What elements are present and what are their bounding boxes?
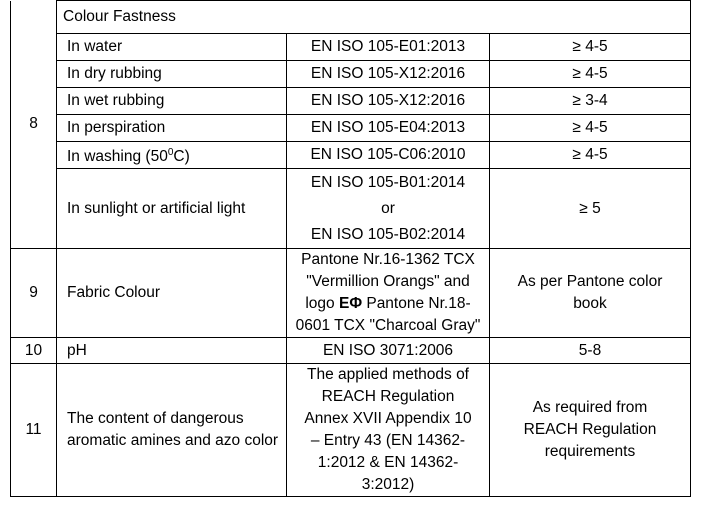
property-cell: In water [57, 34, 287, 61]
table-row [11, 1, 691, 34]
method-line: EN ISO 105-B01:2014 [310, 173, 466, 191]
method-text: Pantone Nr.18-0601 TCX "Charcoal Gray" [295, 295, 481, 335]
method-cell: EN ISO 105-C06:2010 [287, 142, 490, 169]
requirement-cell: As per Pantone color book [490, 249, 691, 338]
requirement-cell: ≥ 4-5 [490, 61, 691, 88]
property-suffix: C) [173, 148, 190, 166]
requirement-cell: ≥ 4-5 [490, 34, 691, 61]
method-cell [287, 249, 490, 338]
table-row [11, 249, 691, 338]
method-cell: The applied methods of REACH Regulation Annex XVII Appendix 10 – Entry 43 (EN 14362-1:2012 & EN 14362-3:2012) [287, 364, 490, 497]
specification-table [10, 0, 691, 497]
property-cell [57, 142, 287, 169]
method-cell: EN ISO 3071:2006 [287, 338, 490, 364]
requirement-cell: ≥ 3-4 [490, 88, 691, 115]
requirement-cell: ≥ 4-5 [490, 142, 691, 169]
table-row [11, 34, 691, 61]
requirement-cell: ≥ 5 [490, 169, 691, 249]
row-number: 8 [11, 1, 57, 249]
table-row [11, 338, 691, 364]
table-row [11, 169, 691, 249]
row-number: 11 [11, 364, 57, 497]
table-row [11, 88, 691, 115]
method-text: Pantone Nr.16-1362 TCX "Vermillion Orangs" and logo [301, 251, 475, 313]
row-number: 9 [11, 249, 57, 338]
row-number: 10 [11, 338, 57, 364]
table-row [11, 364, 691, 497]
property-cell: In sunlight or artificial light [57, 169, 287, 249]
property-cell: In wet rubbing [57, 88, 287, 115]
property-text: In washing (50 [67, 148, 168, 166]
degree-superscript: 0 [167, 147, 174, 158]
requirement-cell: ≥ 4-5 [490, 115, 691, 142]
requirement-cell: As required from REACH Regulation requirements [490, 364, 691, 497]
method-cell: EN ISO 105-X12:2016 [287, 88, 490, 115]
table-row [11, 61, 691, 88]
requirement-cell: 5-8 [490, 338, 691, 364]
property-cell: In perspiration [57, 115, 287, 142]
table-row [11, 115, 691, 142]
table-row [11, 142, 691, 169]
method-or: or [381, 199, 395, 217]
method-cell [287, 169, 490, 249]
method-cell: EN ISO 105-E04:2013 [287, 115, 490, 142]
section-header: Colour Fastness [57, 1, 691, 34]
method-line: EN ISO 105-B02:2014 [310, 225, 466, 243]
method-cell: EN ISO 105-X12:2016 [287, 61, 490, 88]
property-cell: pH [57, 338, 287, 364]
property-cell: The content of dangerous aromatic amines and azo color [57, 364, 287, 497]
logo-text: ΕΦ [338, 295, 363, 313]
property-cell: Fabric Colour [57, 249, 287, 338]
method-cell: EN ISO 105-E01:2013 [287, 34, 490, 61]
property-cell: In dry rubbing [57, 61, 287, 88]
